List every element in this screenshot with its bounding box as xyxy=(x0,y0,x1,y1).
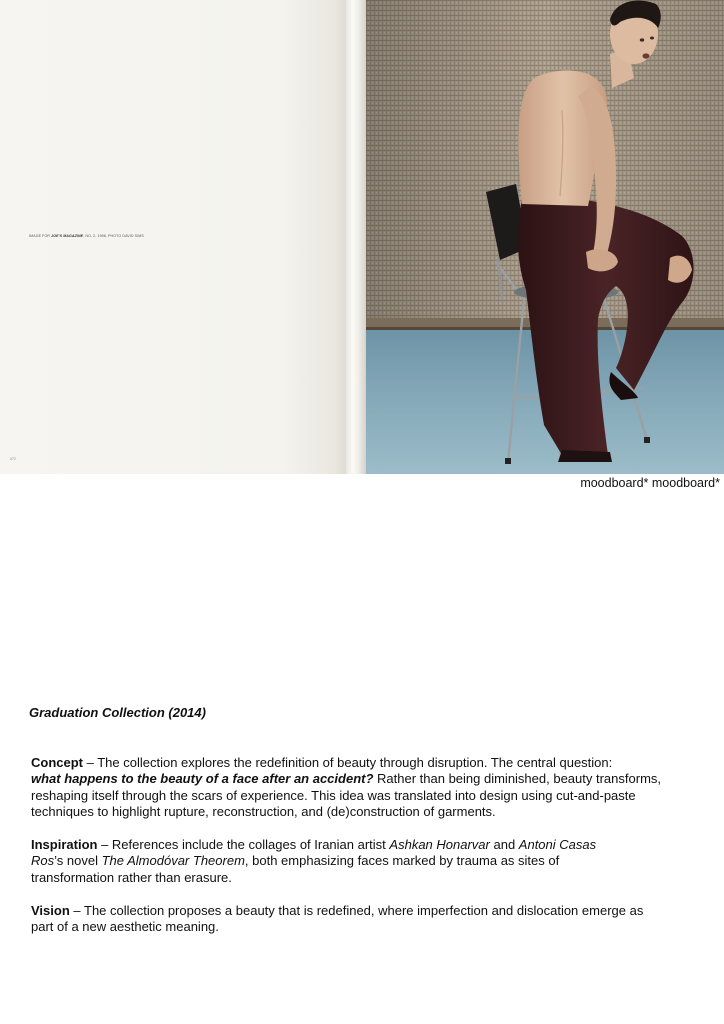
inspiration-text-4: , both emphasizing faces marked by trauma as sites of transformation rather than erasure. xyxy=(31,853,560,885)
left-page xyxy=(0,0,352,474)
collection-title: Graduation Collection (2014) xyxy=(29,705,206,720)
concept-paragraph xyxy=(31,755,701,821)
caption-suffix: , NO. 2, 1998, PHOTO DAVID SIMS xyxy=(83,234,144,238)
concept-separator: – xyxy=(83,755,98,770)
inspiration-text-2: and xyxy=(489,837,519,852)
concept-intro: The collection explores the redefinition of beauty through disruption. The central question: xyxy=(97,755,613,770)
artist-casas-ros: Antoni Casas Ros xyxy=(31,837,597,869)
moodboard-label: moodboard* moodboard* xyxy=(580,476,720,490)
spread-gutter xyxy=(346,0,366,474)
right-page-photo xyxy=(366,0,724,474)
novel-title: The Almodóvar Theorem xyxy=(101,853,245,869)
vision-separator: – xyxy=(69,903,84,918)
caption-prefix: IMAGE FOR xyxy=(29,234,52,238)
artist-honarvar: Ashkan Honarvar xyxy=(389,837,490,852)
inspiration-paragraph xyxy=(31,837,631,886)
photo-caption xyxy=(29,234,144,238)
photo-seated-figure xyxy=(366,0,724,474)
inspiration-text-1: References include the collages of Iranian artist xyxy=(111,837,390,852)
inspiration-separator: – xyxy=(97,837,112,852)
inspiration-text-3: ’s novel xyxy=(54,853,102,869)
concept-body: Rather than being diminished, beauty transforms, reshaping itself through the scars of experience. This idea was translated into design using cut-and-paste techniques to highlight rupture, reconstruction, and (de)construction of garments. xyxy=(31,771,662,820)
caption-magazine: JOE'S MAGAZINE xyxy=(51,234,84,238)
magazine-spread xyxy=(0,0,724,474)
concept-term: Concept xyxy=(31,755,83,770)
inspiration-term: Inspiration xyxy=(31,837,98,852)
page-number: 072 xyxy=(10,457,16,461)
vision-term: Vision xyxy=(31,903,70,918)
central-question: what happens to the beauty of a face after an accident? xyxy=(31,771,374,787)
vision-body: The collection proposes a beauty that is redefined, where imperfection and dislocation emerge as part of a new aesthetic meaning. xyxy=(31,903,644,935)
vision-paragraph xyxy=(31,903,656,936)
